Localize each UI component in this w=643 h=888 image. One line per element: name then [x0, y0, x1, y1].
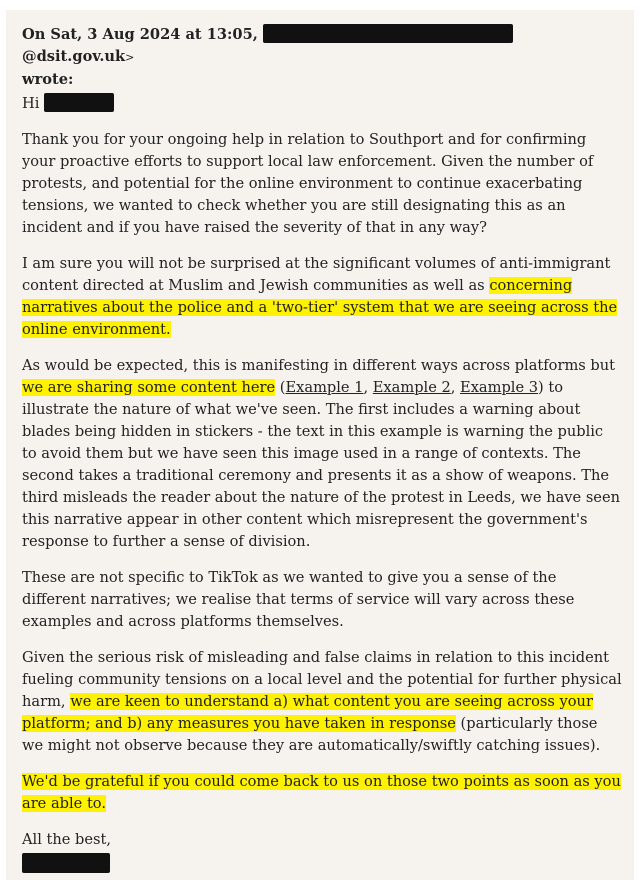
separator: ,	[363, 379, 373, 396]
signoff: All the best,	[22, 831, 112, 848]
example-2-link[interactable]: Example 2	[372, 379, 451, 396]
paragraph-2	[22, 253, 622, 341]
paragraph-3-intro: As would be expected, this is manifesting in different ways across platforms but	[22, 357, 616, 374]
highlight-two-tier: concerning narratives about the police and a 'two-tier' system that we are seeing across the online environment.	[22, 277, 618, 338]
redacted-sender-name	[263, 24, 513, 43]
paren-open: (	[275, 379, 286, 396]
quote-header	[22, 24, 622, 91]
paragraph-5-outro: (particularly those we might not observe because they are automatically/swiftly catching issues).	[22, 715, 601, 754]
paragraph-3	[22, 355, 622, 553]
example-1-link[interactable]: Example 1	[285, 379, 364, 396]
header-domain: @dsit.gov.uk	[22, 48, 126, 65]
paragraph-5	[22, 647, 622, 757]
paragraph-5-intro: Given the serious risk of misleading and false claims in relation to this incident fueling community tensions on a local level and the potential for further physical harm,	[22, 649, 622, 710]
redacted-recipient-name	[44, 93, 114, 112]
example-3-link[interactable]: Example 3	[460, 379, 539, 396]
email-quote-card	[6, 10, 634, 880]
greeting-text: Hi	[22, 95, 40, 112]
paragraph-4: These are not specific to TikTok as we wanted to give you a sense of the different narratives; we realise that terms of service will vary across these examples and across platforms themselves.	[22, 569, 575, 630]
highlight-sharing-content: we are sharing some content here	[22, 379, 276, 396]
paragraph-3-body: ) to illustrate the nature of what we've seen. The first includes a warning about blades being hidden in stickers - the text in this example is warning the public to avoid them but we have seen this image used in a range of contexts. The second takes a traditional ceremony and presents it as a show of weapons. The third misleads the reader about the nature of the protest in Leeds, we have seen this narrative appear in other content which misrepresent the government's response to further a sense of division.	[22, 379, 620, 550]
redacted-signature	[22, 853, 110, 873]
separator: ,	[450, 379, 461, 396]
highlight-request: we are keen to understand a) what content you are seeing across your platform; and b) any measures you have taken in response	[22, 693, 593, 732]
header-wrote: wrote:	[22, 71, 74, 88]
highlight-come-back: We'd be grateful if you could come back to us on those two points as soon as you are able to.	[22, 773, 621, 812]
greeting	[22, 93, 622, 115]
paragraph-1: Thank you for your ongoing help in relation to Southport and for confirming your proactive efforts to support local law enforcement. Given the number of protests, and potential for the online environment to continue exacerbating tensions, we wanted to check whether you are still designating this as an incident and if you have raised the severity of that in any way?	[22, 131, 594, 236]
header-date: On Sat, 3 Aug 2024 at 13:05,	[22, 26, 258, 43]
paragraph-2-text: I am sure you will not be surprised at the significant volumes of anti-immigrant content directed at Muslim and Jewish communities as well as	[22, 255, 611, 294]
paragraph-6	[22, 771, 622, 815]
header-arrow: >	[125, 51, 135, 64]
